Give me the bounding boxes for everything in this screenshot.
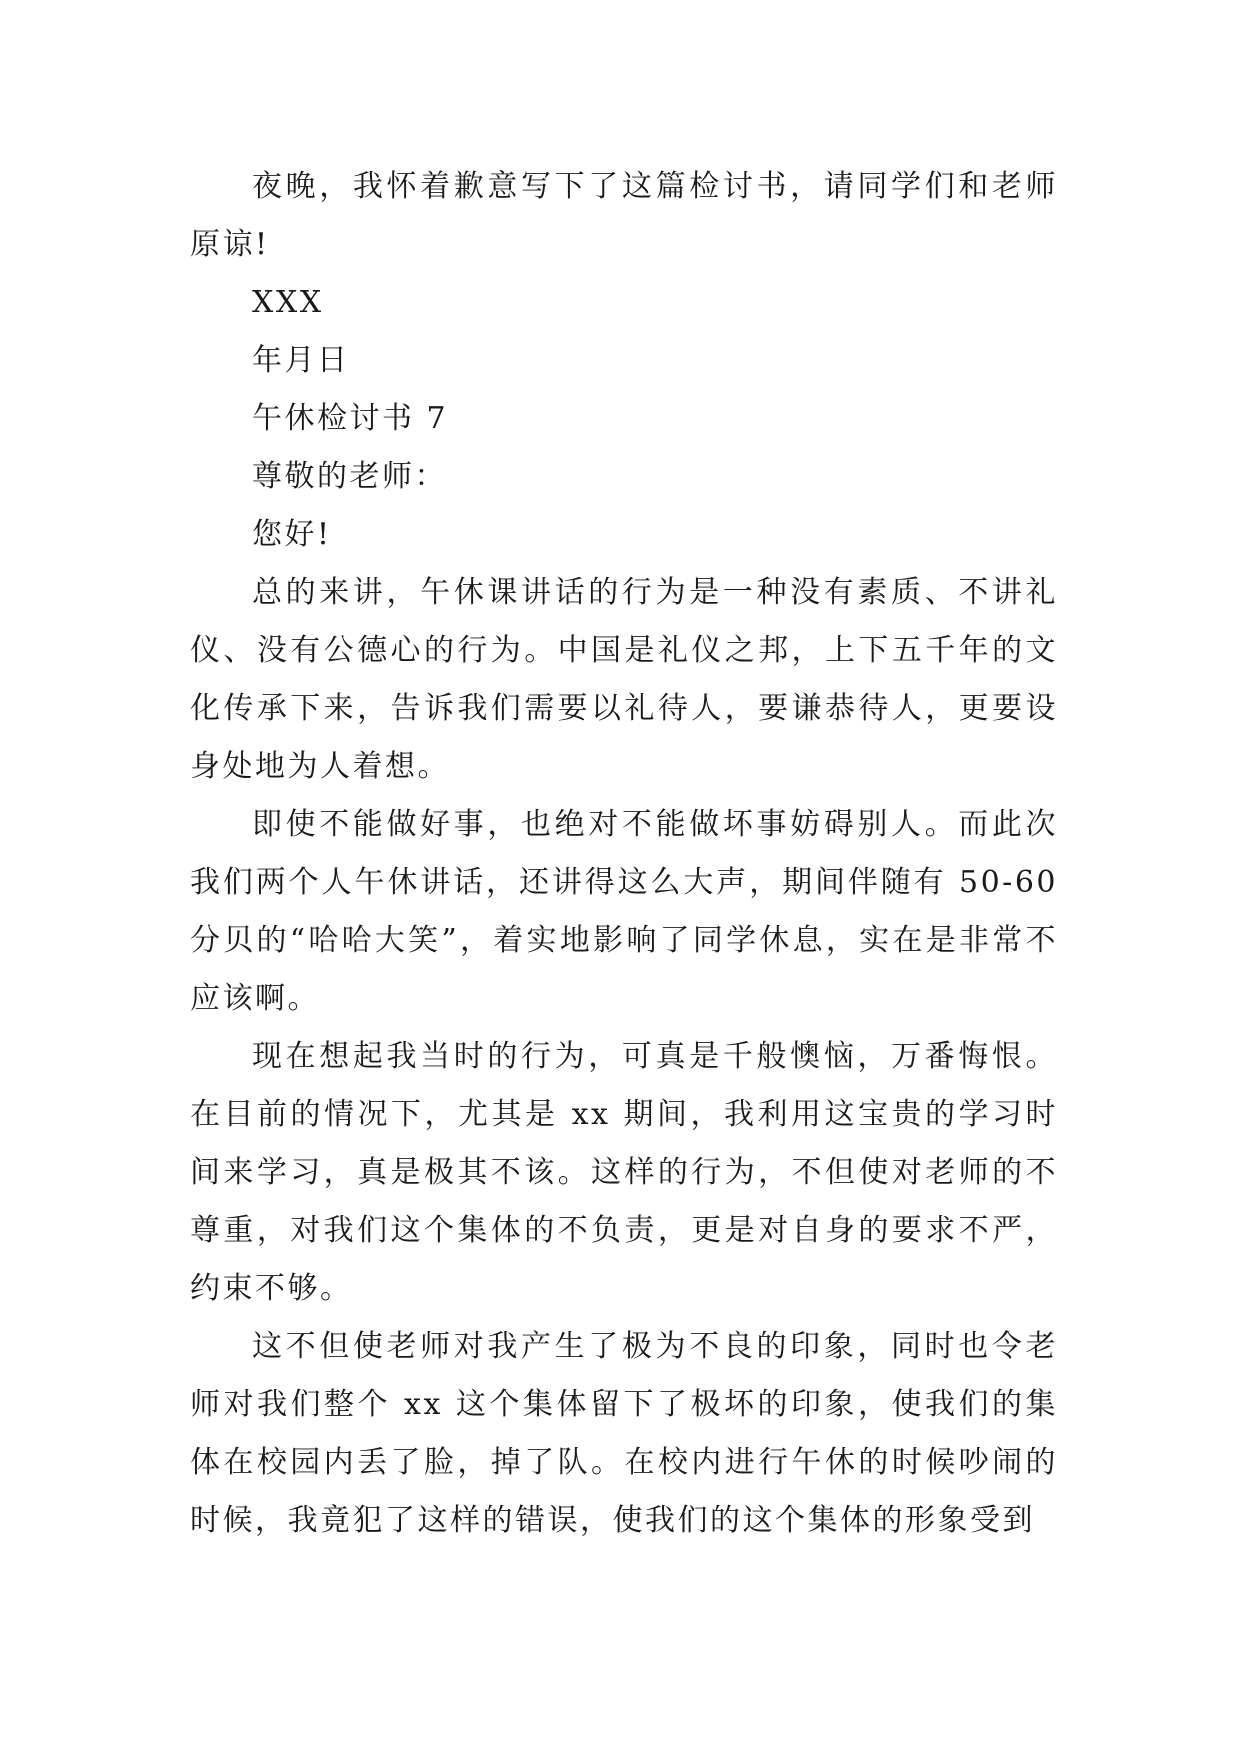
- greeting: 您好!: [252, 517, 332, 552]
- body-paragraph-3: 现在想起我当时的行为，可真是千般懊恼，万番悔恨。在目前的情况下，尤其是 xx 期间，我利用这宝贵的学习时间来学习，真是极其不该。这样的行为，不但使对老师的不尊重，对我们这个集体的不负责，更是对自身的要求不严，约束不够。: [190, 1039, 1058, 1306]
- body-paragraph-1: 总的来讲，午休课讲话的行为是一种没有素质、不讲礼仪、没有公德心的行为。中国是礼仪之邦，上下五千年的文化传承下来，告诉我们需要以礼待人，要谦恭待人，更要设身处地为人着想。: [190, 575, 1058, 784]
- body-paragraph-2: 即使不能做好事，也绝对不能做坏事妨碍别人。而此次我们两个人午休讲话，还讲得这么大声，期间伴随有 50-60分贝的“哈哈大笑”，着实地影响了同学休息，实在是非常不应该啊。: [190, 807, 1058, 1016]
- signature-name: XXX: [252, 285, 324, 320]
- document-body: [190, 158, 1058, 1550]
- salutation: 尊敬的老师：: [252, 459, 447, 494]
- body-paragraph-4: 这不但使老师对我产生了极为不良的印象，同时也令老师对我们整个 xx 这个集体留下了极坏的印象，使我们的集体在校园内丢了脸，掉了队。在校内进行午休的时候吵闹的时候，我竟犯了这样的错误，使我们的这个集体的形象受到: [190, 1329, 1058, 1538]
- section-title: 午休检讨书 7: [252, 401, 449, 436]
- closing-paragraph: 夜晚，我怀着歉意写下了这篇检讨书，请同学们和老师原谅!: [190, 169, 1058, 262]
- signature-date: 年月日: [252, 343, 350, 378]
